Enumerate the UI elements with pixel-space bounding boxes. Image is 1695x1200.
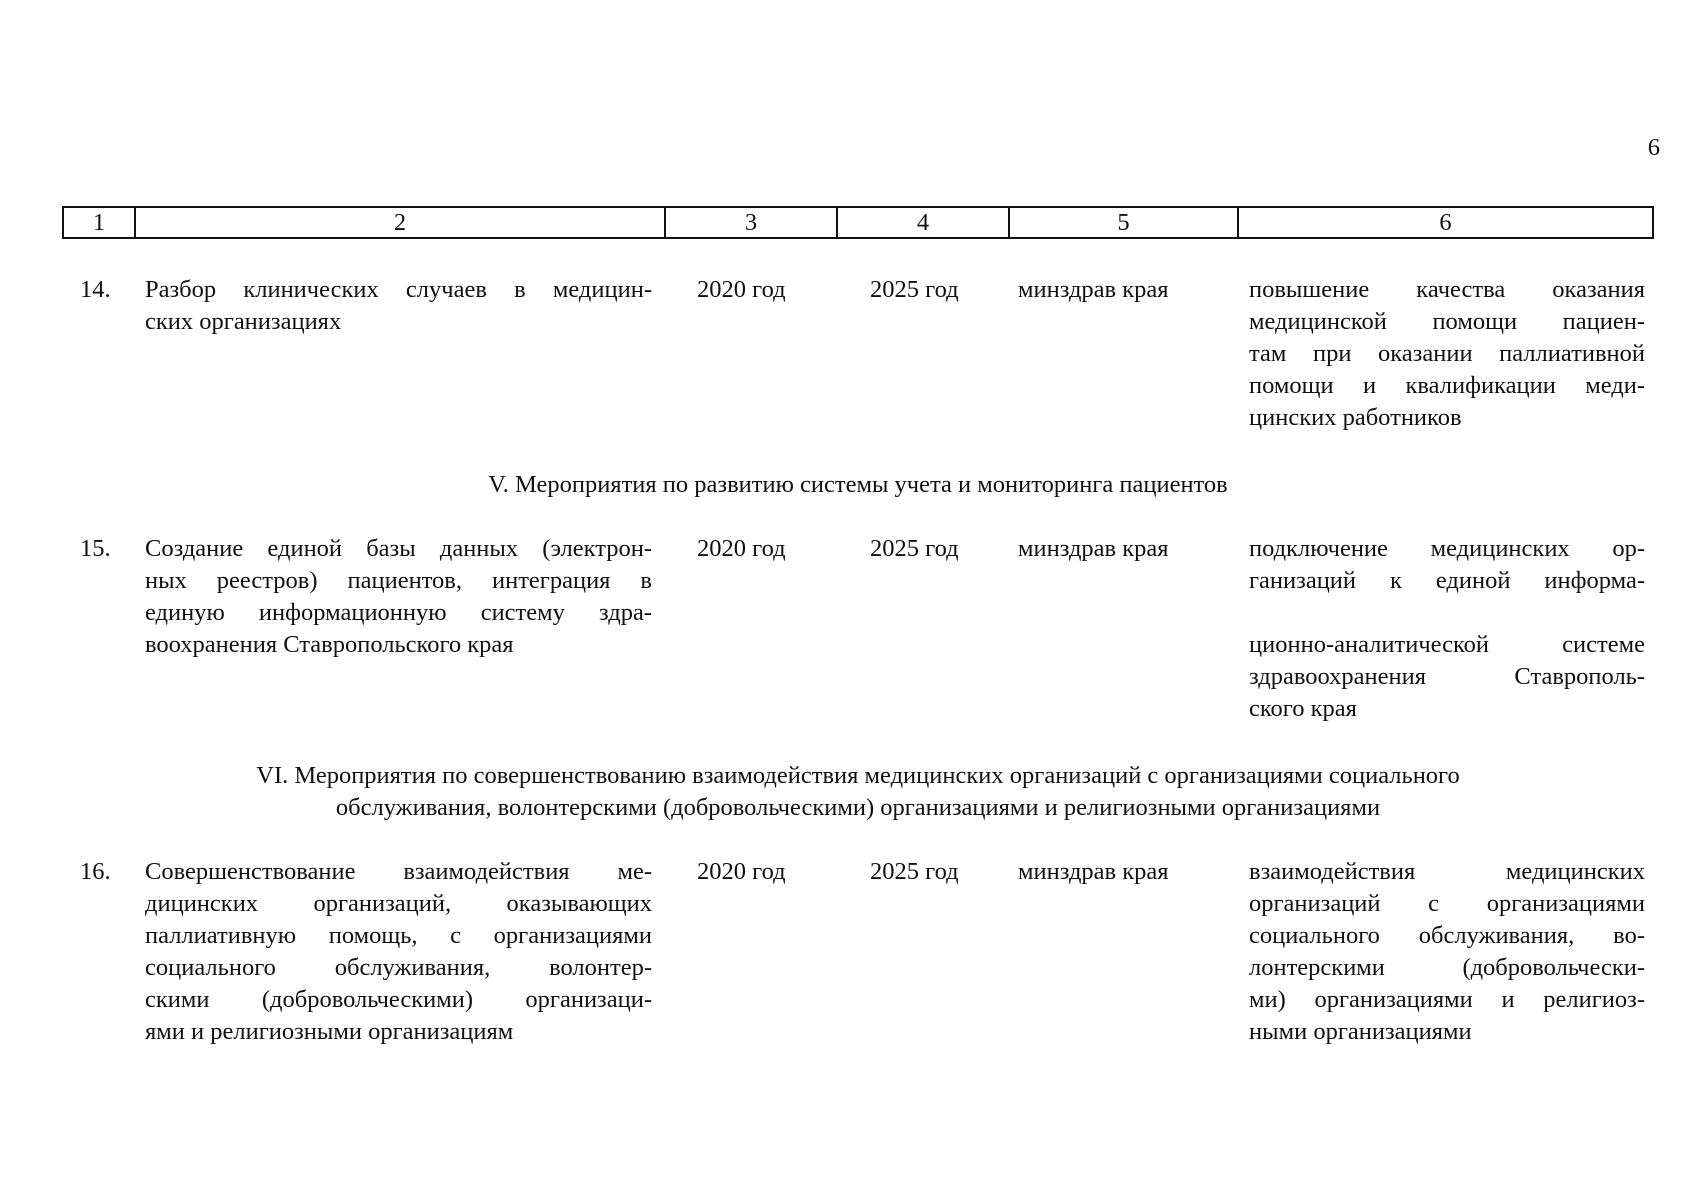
row-result-line: лонтерскими (добровольчески- [1249,954,1645,981]
row-result-line: взаимодействия медицинских [1249,858,1645,885]
row-name-line: Совершенствование взаимодействия ме- [145,858,652,885]
row-result-line: медицинской помощи пациен- [1249,308,1645,335]
row-result-line: ционно-аналитической системе [1249,631,1645,658]
section-title-line-2: обслуживания, волонтерскими (добровольческими) организациями и религиозными организациями [335,794,1381,821]
row-start-year: 2020 год [697,858,786,885]
row-result-line: ными организациями [1249,1018,1472,1045]
row-result-line: помощи и квалификации меди- [1249,372,1645,399]
row-end-year: 2025 год [870,535,959,562]
column-header-1: 1 [64,208,136,237]
row-result-line: повышение качества оказания [1249,276,1645,303]
section-title: V. Мероприятия по развитию системы учета и мониторинга пациентов [488,471,1228,498]
row-result-line: организаций с организациями [1249,890,1645,917]
row-name-line: скими (добровольческими) организаци- [145,986,652,1013]
row-executor: минздрав края [1018,535,1169,562]
column-header-3: 3 [666,208,838,237]
row-result-line: цинских работников [1249,404,1462,431]
row-name-line: воохранения Ставропольского края [145,631,514,658]
row-name-line: единую информационную систему здра- [145,599,652,626]
row-result-line: там при оказании паллиативной [1249,340,1645,367]
column-header-4: 4 [838,208,1010,237]
row-result-line: ганизаций к единой информа- [1249,567,1645,594]
row-number: 16. [80,858,111,885]
row-result-line: подключение медицинских ор- [1249,535,1645,562]
row-start-year: 2020 год [697,276,786,303]
row-executor: минздрав края [1018,858,1169,885]
row-end-year: 2025 год [870,276,959,303]
row-number: 14. [80,276,111,303]
row-result-line: социального обслуживания, во- [1249,922,1645,949]
row-result-line: здравоохранения Ставрополь- [1249,663,1645,690]
page-number: 6 [1647,134,1660,161]
row-number: 15. [80,535,111,562]
row-name-line: дицинских организаций, оказывающих [145,890,652,917]
row-result-line: ского края [1249,695,1357,722]
column-header-6: 6 [1439,209,1452,236]
section-title: VI. Мероприятия по совершенствованию взаимодействия медицинских организаций с организациями социального [256,762,1460,789]
row-name-line: ских организациях [145,308,342,335]
row-name-line: Создание единой базы данных (электрон- [145,535,652,562]
row-name-line: социального обслуживания, волонтер- [145,954,652,981]
row-result-line: ми) организациями и религиоз- [1249,986,1645,1013]
row-executor: минздрав края [1018,276,1169,303]
row-start-year: 2020 год [697,535,786,562]
column-header-2: 2 [136,208,666,237]
table-header-row [62,206,1654,239]
row-name-line: ями и религиозными организациям [145,1018,514,1045]
column-header-5: 5 [1010,208,1239,237]
row-name-line: ных реестров) пациентов, интеграция в [145,567,652,594]
row-name-line: паллиативную помощь, с организациями [145,922,652,949]
row-end-year: 2025 год [870,858,959,885]
row-name-line: Разбор клинических случаев в медицин- [145,276,652,303]
